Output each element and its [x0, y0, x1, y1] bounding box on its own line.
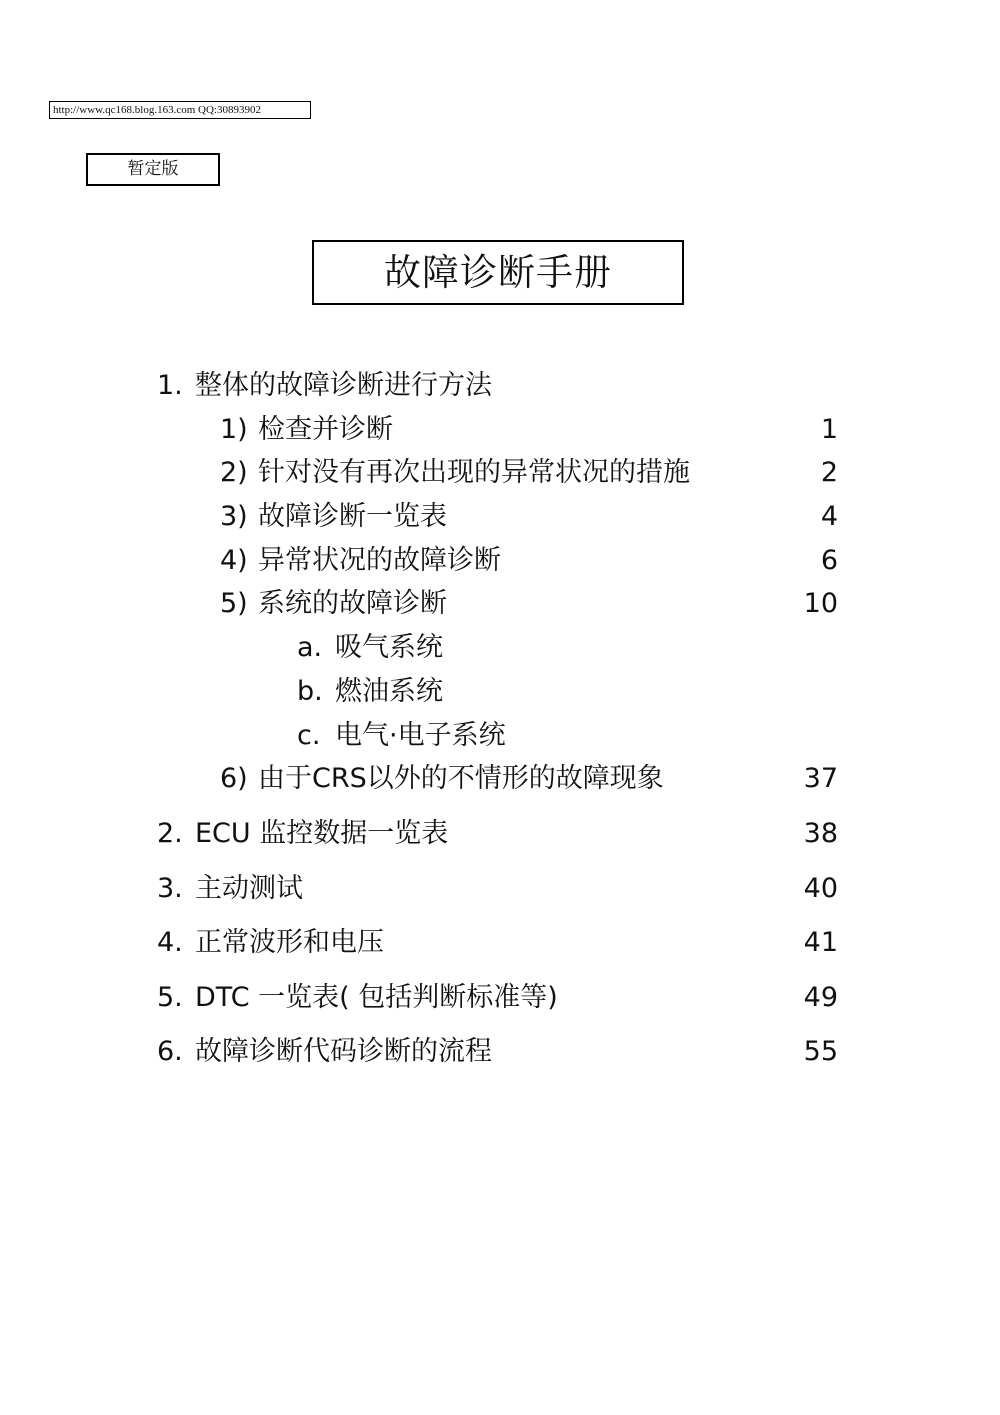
toc-section-4[interactable]: [0, 923, 1000, 963]
toc-title: 正常波形和电压: [195, 927, 384, 958]
toc-section-2[interactable]: [0, 814, 1000, 854]
toc-number: 6): [220, 763, 248, 794]
toc-title: 检查并诊断: [258, 414, 393, 445]
toc-section-6[interactable]: [0, 1032, 1000, 1072]
toc-title: 故障诊断代码诊断的流程: [195, 1036, 492, 1067]
toc-title: 故障诊断一览表: [258, 501, 447, 532]
toc-number: 5.: [157, 982, 183, 1013]
toc-section-5[interactable]: [0, 978, 1000, 1018]
toc-number: a.: [297, 632, 323, 663]
toc-number: 2): [220, 457, 248, 488]
toc-item-1-6[interactable]: [0, 759, 1000, 799]
toc-number: 3.: [157, 873, 183, 904]
toc-page-number: 4: [820, 501, 838, 532]
document-title: 故障诊断手册: [312, 240, 684, 305]
url-label: http://www.qc168.blog.163.com QQ:30893902: [49, 101, 311, 119]
toc-number: 5): [220, 588, 248, 619]
toc-title: 异常状况的故障诊断: [258, 545, 501, 576]
toc-title: 由于CRS以外的不情形的故障现象: [258, 763, 664, 794]
toc-item-1-5[interactable]: [0, 584, 1000, 624]
toc-title: 针对没有再次出现的异常状况的措施: [258, 457, 690, 488]
toc-section-3[interactable]: [0, 869, 1000, 909]
toc-page-number: 38: [803, 818, 838, 849]
edition-label: 暂定版: [86, 153, 220, 186]
toc-page-number: 10: [803, 588, 838, 619]
toc-section-1[interactable]: [0, 366, 1000, 406]
toc-page-number: 41: [803, 927, 838, 958]
toc-page-number: 2: [820, 457, 838, 488]
toc-page-number: 49: [803, 982, 838, 1013]
toc-subitem-b[interactable]: [0, 672, 1000, 712]
toc-title: ECU 监控数据一览表: [195, 818, 449, 849]
toc-item-1-2[interactable]: [0, 453, 1000, 493]
toc-page-number: 55: [803, 1036, 838, 1067]
toc-number: 6.: [157, 1036, 183, 1067]
toc-item-1-1[interactable]: [0, 410, 1000, 450]
toc-title: 系统的故障诊断: [258, 588, 447, 619]
toc-page-number: 37: [803, 763, 838, 794]
toc-number: 1): [220, 414, 248, 445]
toc-title: 吸气系统: [335, 632, 443, 663]
toc-page-number: 1: [820, 414, 838, 445]
toc-item-1-3[interactable]: [0, 497, 1000, 537]
toc-number: 4): [220, 545, 248, 576]
toc-title: DTC 一览表( 包括判断标准等): [195, 982, 558, 1013]
toc-title: 主动测试: [195, 873, 303, 904]
toc-number: 4.: [157, 927, 183, 958]
toc-number: c.: [297, 720, 321, 751]
toc-number: 2.: [157, 818, 183, 849]
toc-page-number: 6: [820, 545, 838, 576]
toc-subitem-c[interactable]: [0, 716, 1000, 756]
toc-page-number: 40: [803, 873, 838, 904]
toc-number: 3): [220, 501, 248, 532]
toc-title: 燃油系统: [335, 676, 443, 707]
toc-item-1-4[interactable]: [0, 541, 1000, 581]
toc-subitem-a[interactable]: [0, 628, 1000, 668]
toc-number: b.: [297, 676, 323, 707]
toc-number: 1.: [157, 370, 183, 401]
toc-title: 电气·电子系统: [335, 720, 506, 751]
toc-title: 整体的故障诊断进行方法: [195, 370, 492, 401]
